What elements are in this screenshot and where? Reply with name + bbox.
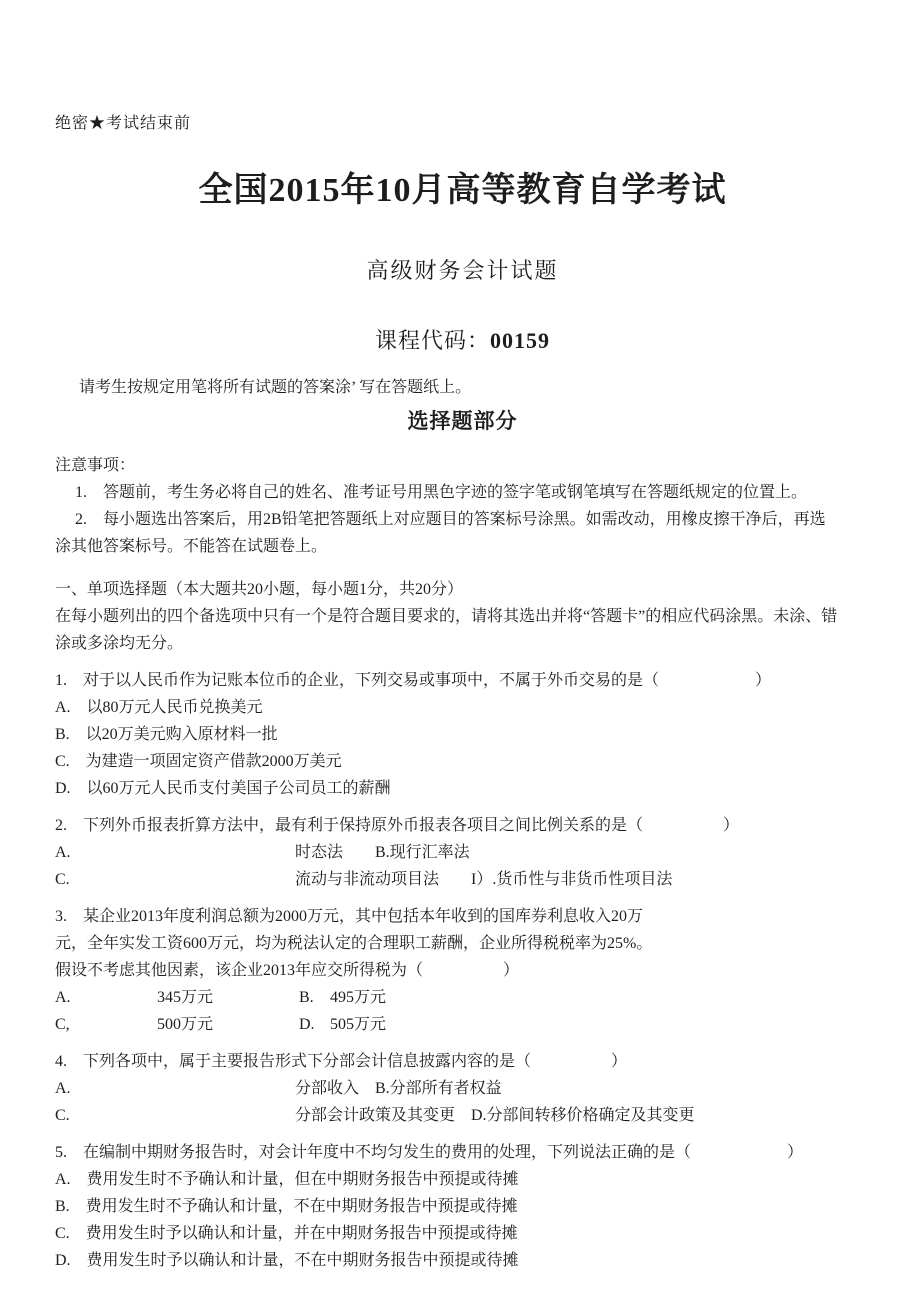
notes-title: 注意事项： (55, 457, 136, 474)
question-3-option-value-c: 500万元 (157, 1016, 214, 1033)
question-1-option-c: C. 为建造一项固定资产借款2000万美元 (55, 753, 342, 770)
question-3-option-value-a: 345万元 (157, 989, 214, 1006)
question-2-option-text-cd: 流动与非流动项目法 I）.货币性与非货币性项目法 (295, 871, 673, 888)
question-2-option-row-ab (55, 839, 870, 866)
question-1-option-a: A. 以80万元人民币兑换美元 (55, 699, 263, 716)
question-2-option-letter-c: C. (55, 871, 70, 888)
question-2 (55, 812, 870, 893)
question-5-option-b: B. 费用发生时不予确认和计量，不在中期财务报告中预提或待摊 (55, 1198, 518, 1215)
question-3-option-letter-c: C, (55, 1016, 70, 1033)
question-3-option-letter-a: A. (55, 989, 71, 1006)
question-3-option-row-cd (55, 1011, 870, 1038)
part-one-instructions-line-2: 涂或多涂均无分。 (55, 635, 184, 652)
note-item-2-line-2: 涂其他答案标号。不能答在试题卷上。 (55, 538, 328, 555)
question-1 (55, 667, 870, 802)
question-1-option-b: B. 以20万美元购入原材料一批 (55, 726, 278, 743)
question-5-option-d: D. 费用发生时予以确认和计量，不在中期财务报告中预提或待摊 (55, 1252, 519, 1269)
question-4-option-text-cd: 分部会计政策及其变更 D.分部间转移价格确定及其变更 (295, 1107, 695, 1124)
question-3 (55, 903, 870, 1038)
question-4 (55, 1048, 870, 1129)
question-2-option-text-ab: 时态法 B.现行汇率法 (295, 844, 470, 861)
course-code-label: 课程代码： (374, 328, 490, 353)
question-4-option-row-ab (55, 1075, 870, 1102)
choice-section-title: 选择题部分 (407, 410, 518, 433)
course-code-line (55, 327, 870, 355)
question-3-option-letter-d: D. (299, 1016, 315, 1033)
question-3-stem-line-3: 假设不考虑其他因素，该企业2013年应交所得税为（ ） (55, 962, 520, 979)
question-1-option-d: D. 以60万元人民币支付美国子公司员工的薪酬 (55, 780, 391, 797)
question-4-option-letter-a: A. (55, 1080, 71, 1097)
classification-label: 绝密★考试结束前 (55, 115, 192, 132)
question-5-stem: 5. 在编制中期财务报告时，对会计年度中不均匀发生的费用的处理，下列说法正确的是（ ） (55, 1144, 804, 1161)
part-one-instructions-line-1: 在每小题列出的四个备选项中只有一个是符合题目要求的，请将其选出并将“答题卡”的相应代码涂黑。未涂、错 (55, 608, 838, 625)
question-3-option-row-ab (55, 984, 870, 1011)
question-2-option-letter-a: A. (55, 844, 71, 861)
note-item-2-line-1: 2. 每小题选出答案后，用2B铅笔把答题纸上对应题目的答案标号涂黑。如需改动，用橡皮擦干净后，再选 (75, 511, 826, 528)
question-4-stem: 4. 下列各项中，属于主要报告形式下分部会计信息披露内容的是（ ） (55, 1053, 628, 1070)
course-code-value: 00159 (490, 328, 550, 353)
question-3-option-value-d: 505万元 (330, 1016, 387, 1033)
question-5 (55, 1139, 870, 1274)
question-3-stem-line-2: 元，全年实发工资600万元，均为税法认定的合理职工薪酬，企业所得税税率为25%。 (55, 935, 653, 952)
exam-subject-title: 高级财务会计试题 (366, 258, 559, 283)
question-5-option-a: A. 费用发生时不予确认和计量，但在中期财务报告中预提或待摊 (55, 1171, 519, 1188)
question-3-option-letter-b: B. (299, 989, 314, 1006)
part-one-heading: 一、单项选择题（本大题共20小题，每小题1分，共20分） (55, 581, 464, 598)
question-3-stem-line-1: 3. 某企业2013年度利润总额为2000万元，其中包括本年收到的国库券利息收入20万 (55, 908, 644, 925)
note-item-1: 1. 答题前，考生务必将自己的姓名、准考证号用黑色字迹的签字笔或钢笔填写在答题纸规定的位置上。 (75, 484, 808, 501)
answer-sheet-instruction: 请考生按规定用笔将所有试题的答案涂’ 写在答题纸上。 (79, 379, 472, 396)
question-4-option-text-ab: 分部收入 B.分部所有者权益 (295, 1080, 502, 1097)
question-2-option-row-cd (55, 866, 870, 893)
exam-main-title: 全国2015年10月高等教育自学考试 (198, 172, 727, 209)
question-3-option-value-b: 495万元 (330, 989, 387, 1006)
question-1-stem: 1. 对于以人民币作为记账本位币的企业，下列交易或事项中，不属于外币交易的是（ ） (55, 672, 772, 689)
question-4-option-row-cd (55, 1102, 870, 1129)
question-2-stem: 2. 下列外币报表折算方法中，最有利于保持原外币报表各项目之间比例关系的是（ ） (55, 817, 740, 834)
question-4-option-letter-c: C. (55, 1107, 70, 1124)
question-5-option-c: C. 费用发生时予以确认和计量，并在中期财务报告中预提或待摊 (55, 1225, 518, 1242)
